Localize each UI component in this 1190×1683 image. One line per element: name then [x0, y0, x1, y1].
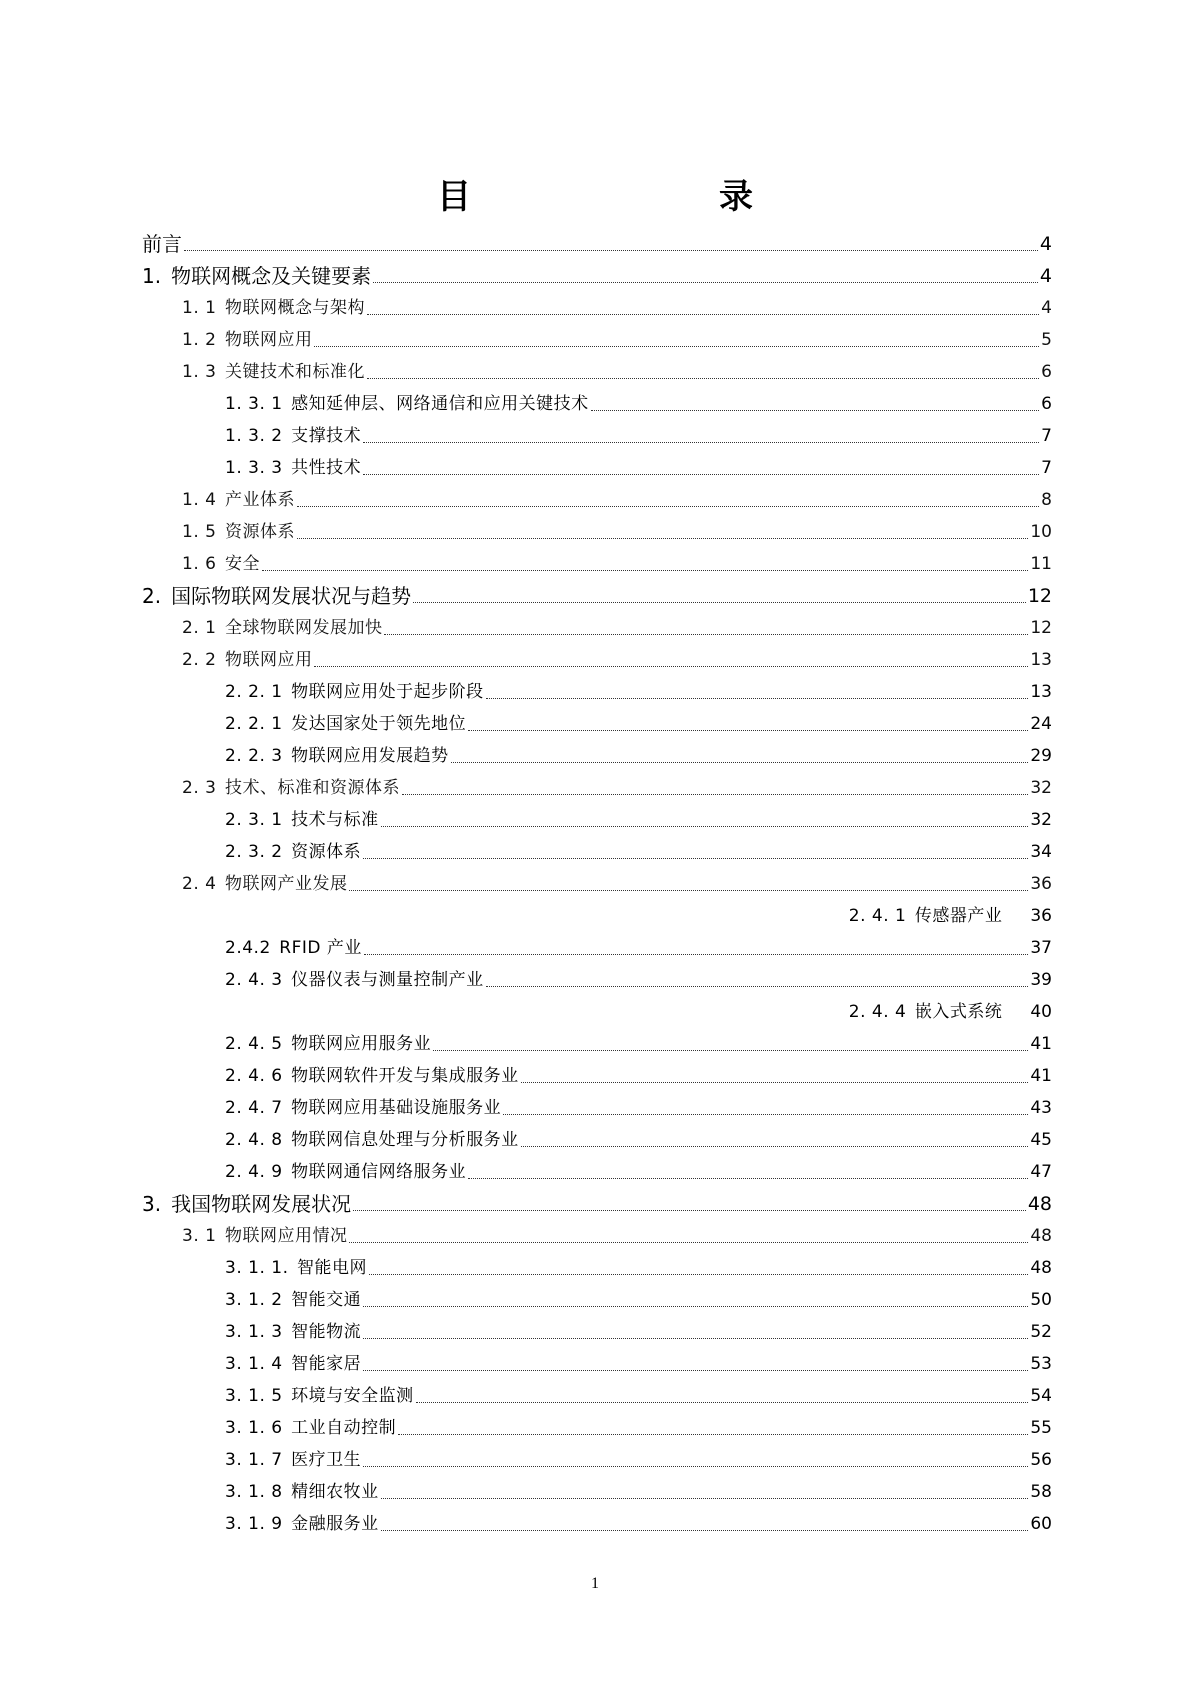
toc-entry[interactable] — [142, 449, 1052, 481]
toc-entry-label — [182, 775, 400, 801]
toc-entry-number: 2. 2. 1 — [225, 714, 283, 734]
toc-entry-label — [225, 1479, 379, 1505]
toc-entry-label — [142, 583, 411, 609]
toc-entry-label — [225, 423, 361, 449]
toc-dot-leader — [413, 602, 1026, 603]
toc-entry-text: 环境与安全监测 — [291, 1386, 414, 1406]
toc-entry-number: 2. 4 — [182, 874, 217, 894]
toc-entry-label — [225, 743, 449, 769]
toc-entry-number: 3. — [142, 1192, 162, 1216]
toc-entry-label — [225, 1511, 379, 1537]
toc-entry-text: 智能交通 — [291, 1290, 362, 1310]
toc-entry-label — [182, 519, 295, 545]
toc-dot-leader — [381, 826, 1029, 827]
toc-entry-text: 感知延伸层、网络通信和应用关键技术 — [291, 394, 589, 414]
toc-entry-page: 6 — [1041, 362, 1052, 382]
toc-entry-label — [182, 487, 295, 513]
toc-entry[interactable] — [142, 1345, 1052, 1377]
toc-entry[interactable] — [142, 1089, 1052, 1121]
toc-dot-leader — [468, 1178, 1028, 1179]
toc-entry-number: 2. 2. 1 — [225, 682, 283, 702]
toc-entry-number: 2. 4. 8 — [225, 1130, 283, 1150]
toc-entry-number: 2. 1 — [182, 618, 217, 638]
toc-entry[interactable] — [142, 417, 1052, 449]
toc-entry-page: 56 — [1030, 1450, 1052, 1470]
toc-dot-leader — [451, 762, 1029, 763]
toc-entry-page: 8 — [1041, 490, 1052, 510]
toc-entry-page: 39 — [1030, 970, 1052, 990]
toc-entry-page: 32 — [1030, 810, 1052, 830]
toc-entry-label — [225, 455, 361, 481]
toc-dot-leader — [468, 730, 1028, 731]
toc-entry-text: 产业体系 — [224, 490, 295, 510]
toc-entry-label — [849, 903, 1003, 929]
toc-entry[interactable] — [142, 929, 1052, 961]
toc-dot-leader — [486, 986, 1029, 987]
toc-dot-leader — [402, 794, 1028, 795]
toc-dot-leader — [364, 954, 1028, 955]
toc-entry[interactable] — [142, 1377, 1052, 1409]
toc-entry-text: 物联网应用服务业 — [291, 1034, 432, 1054]
toc-entry-label — [225, 807, 379, 833]
toc-entry-page: 48 — [1027, 1193, 1052, 1215]
toc-entry-label — [225, 1287, 361, 1313]
toc-entry-text: 物联网应用发展趋势 — [291, 746, 449, 766]
toc-entry-label — [225, 1095, 501, 1121]
toc-entry-page: 32 — [1030, 778, 1052, 798]
toc-entry-page: 48 — [1030, 1258, 1052, 1278]
toc-entry-number: 3. 1. 3 — [225, 1322, 283, 1342]
toc-entry-number: 1. 3. 3 — [225, 458, 283, 478]
toc-entry-number: 3. 1. 4 — [225, 1354, 283, 1374]
toc-entry-number: 1. 5 — [182, 522, 217, 542]
toc-entry[interactable] — [142, 1313, 1052, 1345]
toc-entry-number: 3. 1 — [182, 1226, 217, 1246]
toc-entry-label — [182, 1223, 347, 1249]
toc-entry[interactable] — [142, 481, 1052, 513]
toc-entry-text: 技术与标准 — [291, 810, 379, 830]
toc-dot-leader — [262, 570, 1028, 571]
toc-entry-text: 关键技术和标准化 — [224, 362, 365, 382]
toc-dot-leader — [353, 1210, 1026, 1211]
toc-entry-text: 我国物联网发展状况 — [171, 1192, 352, 1216]
toc-entry-number: 1. 3. 1 — [225, 394, 283, 414]
toc-entry-page: 34 — [1030, 842, 1052, 862]
toc-entry-label — [225, 1319, 361, 1345]
toc-dot-leader — [297, 538, 1028, 539]
toc-entry[interactable] — [142, 1185, 1052, 1217]
toc-entry-page: 54 — [1030, 1386, 1052, 1406]
toc-entry-number: 2. 4. 4 — [848, 1002, 907, 1022]
toc-entry-page: 5 — [1041, 330, 1052, 350]
toc-entry-label — [225, 1383, 414, 1409]
toc-dot-leader — [367, 378, 1039, 379]
toc-entry-page: 47 — [1030, 1162, 1052, 1182]
toc-entry-text: 物联网应用 — [224, 330, 313, 350]
toc-entry-text: 国际物联网发展状况与趋势 — [171, 584, 412, 608]
toc-dot-leader — [314, 346, 1039, 347]
toc-entry-label — [225, 1351, 361, 1377]
toc-entry-page: 53 — [1030, 1354, 1052, 1374]
toc-entry-page: 40 — [1030, 1002, 1052, 1022]
toc-entry[interactable] — [142, 1409, 1052, 1441]
toc-entry-text: 精细农牧业 — [291, 1482, 379, 1502]
toc-entry-number: 2. 2. 3 — [225, 746, 283, 766]
toc-entry-text: 物联网信息处理与分析服务业 — [291, 1130, 519, 1150]
toc-entry-number: 2.4.2 — [225, 938, 271, 958]
toc-entry-label — [142, 231, 182, 257]
toc-dot-leader — [349, 1242, 1028, 1243]
toc-entry-label — [225, 839, 361, 865]
toc-entry-number: 1. 3 — [182, 362, 217, 382]
toc-entry-label — [225, 935, 362, 961]
toc-entry-page: 12 — [1030, 618, 1052, 638]
toc-entry[interactable] — [142, 673, 1052, 705]
toc-entry[interactable] — [142, 641, 1052, 673]
toc-entry-label — [142, 1191, 351, 1217]
toc-entry-page: 4 — [1041, 298, 1052, 318]
toc-entry-text: 智能电网 — [296, 1258, 367, 1278]
toc-entry[interactable] — [142, 385, 1052, 417]
toc-entry-page: 4 — [1039, 265, 1052, 287]
toc-dot-leader — [363, 474, 1039, 475]
toc-entry-text: 全球物联网发展加快 — [224, 618, 383, 638]
toc-entry[interactable] — [142, 513, 1052, 545]
toc-dot-leader — [381, 1498, 1029, 1499]
toc-entry[interactable] — [142, 1505, 1052, 1537]
toc-entry-text: 医疗卫生 — [291, 1450, 362, 1470]
toc-entry[interactable] — [142, 1057, 1052, 1089]
toc-entry[interactable] — [142, 897, 1052, 929]
toc-entry-label — [182, 327, 312, 353]
toc-entry-number: 2. 3. 2 — [225, 842, 283, 862]
toc-dot-leader — [398, 1434, 1028, 1435]
toc-entry-text: 技术、标准和资源体系 — [224, 778, 400, 798]
toc-entry-text: 物联网应用基础设施服务业 — [291, 1098, 502, 1118]
toc-entry-text: 资源体系 — [224, 522, 295, 542]
toc-entry-text: 工业自动控制 — [291, 1418, 397, 1438]
toc-entry-number: 1. 6 — [182, 554, 217, 574]
toc-entry-number: 3. 1. 8 — [225, 1482, 283, 1502]
toc-entry-page: 10 — [1030, 522, 1052, 542]
toc-entry-page: 43 — [1030, 1098, 1052, 1118]
toc-dot-leader — [363, 442, 1039, 443]
toc-entry[interactable] — [142, 705, 1052, 737]
toc-entry-page: 36 — [1030, 874, 1052, 894]
toc-entry-page: 7 — [1041, 458, 1052, 478]
toc-dot-leader — [363, 1466, 1028, 1467]
toc-entry-number: 2. 4. 1 — [848, 906, 907, 926]
toc-entry[interactable] — [142, 801, 1052, 833]
toc-dot-leader — [363, 1338, 1028, 1339]
toc-entry-number: 3. 1. 2 — [225, 1290, 283, 1310]
toc-entry[interactable] — [142, 1281, 1052, 1313]
toc-dot-leader — [369, 1274, 1028, 1275]
toc-entry-page: 12 — [1027, 585, 1052, 607]
toc-entry-page: 7 — [1041, 426, 1052, 446]
toc-entry-text: 物联网概念及关键要素 — [171, 264, 372, 288]
toc-entry-text: 发达国家处于领先地位 — [291, 714, 467, 734]
table-of-contents — [142, 225, 1052, 1537]
toc-entry[interactable] — [142, 961, 1052, 993]
toc-entry[interactable] — [142, 1025, 1052, 1057]
toc-entry-page: 24 — [1030, 714, 1052, 734]
toc-entry-page: 13 — [1030, 650, 1052, 670]
toc-entry[interactable] — [142, 1217, 1052, 1249]
toc-entry[interactable] — [142, 865, 1052, 897]
toc-entry-page: 36 — [1030, 906, 1052, 926]
toc-entry[interactable] — [142, 1441, 1052, 1473]
toc-entry-label — [182, 295, 365, 321]
toc-entry-label — [225, 1063, 519, 1089]
toc-entry-label — [182, 871, 347, 897]
toc-entry-text: 物联网应用情况 — [224, 1226, 348, 1246]
toc-entry-text: 仪器仪表与测量控制产业 — [291, 970, 484, 990]
toc-entry[interactable] — [142, 321, 1052, 353]
toc-entry[interactable] — [142, 1153, 1052, 1185]
toc-entry-text: 传感器产业 — [914, 906, 1003, 926]
toc-entry[interactable] — [142, 609, 1052, 641]
toc-entry-number: 2. — [142, 584, 162, 608]
toc-entry-number: 3. 1. 1. — [225, 1258, 289, 1278]
toc-entry-text: 安全 — [224, 554, 260, 574]
toc-entry-page: 55 — [1030, 1418, 1052, 1438]
toc-dot-leader — [349, 890, 1028, 891]
toc-entry-number: 3. 1. 9 — [225, 1514, 283, 1534]
toc-entry-number: 2. 4. 5 — [225, 1034, 283, 1054]
toc-entry-label — [142, 263, 371, 289]
toc-entry[interactable] — [142, 833, 1052, 865]
toc-entry-text: 前言 — [142, 232, 182, 256]
toc-entry-number: 2. 2 — [182, 650, 217, 670]
toc-dot-leader — [297, 506, 1039, 507]
toc-entry-page: 45 — [1030, 1130, 1052, 1150]
toc-entry-page: 52 — [1030, 1322, 1052, 1342]
toc-dot-leader — [521, 1146, 1029, 1147]
toc-entry-page: 13 — [1030, 682, 1052, 702]
toc-entry-number: 1. — [142, 264, 162, 288]
toc-entry-page: 58 — [1030, 1482, 1052, 1502]
toc-entry-number: 2. 4. 6 — [225, 1066, 283, 1086]
toc-entry-page: 11 — [1030, 554, 1052, 574]
toc-dot-leader — [381, 1530, 1029, 1531]
toc-entry-text: RFID 产业 — [279, 938, 362, 958]
toc-entry-number: 2. 4. 3 — [225, 970, 283, 990]
toc-entry-number: 3. 1. 5 — [225, 1386, 283, 1406]
toc-entry-text: 金融服务业 — [291, 1514, 379, 1534]
toc-entry-text: 支撑技术 — [291, 426, 362, 446]
toc-dot-leader — [314, 666, 1028, 667]
toc-entry[interactable] — [142, 737, 1052, 769]
toc-entry[interactable] — [142, 545, 1052, 577]
toc-entry-label — [225, 1031, 431, 1057]
toc-dot-leader — [521, 1082, 1029, 1083]
toc-entry-label — [182, 551, 260, 577]
toc-entry[interactable] — [142, 225, 1052, 257]
toc-entry[interactable] — [142, 1473, 1052, 1505]
toc-entry-label — [182, 359, 365, 385]
toc-entry-label — [225, 391, 589, 417]
page-number: 1 — [591, 1575, 599, 1592]
toc-entry-text: 物联网软件开发与集成服务业 — [291, 1066, 519, 1086]
toc-entry-page: 4 — [1039, 233, 1052, 255]
toc-dot-leader — [367, 314, 1039, 315]
page-title: 目 录 — [437, 176, 813, 217]
toc-entry-page: 29 — [1030, 746, 1052, 766]
toc-entry-label — [849, 999, 1003, 1025]
toc-dot-leader — [486, 698, 1029, 699]
toc-dot-leader — [363, 858, 1028, 859]
toc-entry[interactable] — [142, 577, 1052, 609]
toc-entry-label — [225, 1447, 361, 1473]
toc-entry-page: 41 — [1030, 1034, 1052, 1054]
toc-entry-text: 物联网概念与架构 — [224, 298, 365, 318]
toc-entry-page: 48 — [1030, 1226, 1052, 1246]
toc-entry-label — [182, 647, 312, 673]
toc-entry-label — [225, 711, 466, 737]
toc-entry-text: 资源体系 — [291, 842, 362, 862]
toc-entry-page: 37 — [1030, 938, 1052, 958]
toc-dot-leader — [363, 1370, 1028, 1371]
toc-entry[interactable] — [142, 289, 1052, 321]
toc-entry-label — [225, 967, 484, 993]
toc-entry-text: 共性技术 — [291, 458, 362, 478]
toc-entry-number: 3. 1. 7 — [225, 1450, 283, 1470]
toc-entry[interactable] — [142, 257, 1052, 289]
toc-dot-leader — [503, 1114, 1028, 1115]
toc-entry-label — [182, 615, 382, 641]
toc-dot-leader — [416, 1402, 1029, 1403]
toc-dot-leader — [184, 250, 1038, 251]
toc-entry-number: 1. 1 — [182, 298, 217, 318]
toc-entry-number: 2. 4. 9 — [225, 1162, 283, 1182]
toc-entry-text: 物联网产业发展 — [224, 874, 348, 894]
toc-entry-page: 60 — [1030, 1514, 1052, 1534]
toc-entry-text: 智能物流 — [291, 1322, 362, 1342]
toc-entry[interactable] — [142, 993, 1052, 1025]
toc-entry[interactable] — [142, 1121, 1052, 1153]
toc-entry-number: 1. 3. 2 — [225, 426, 283, 446]
toc-entry-page: 41 — [1030, 1066, 1052, 1086]
toc-entry-number: 1. 2 — [182, 330, 217, 350]
toc-entry-label — [225, 1159, 466, 1185]
toc-dot-leader — [591, 410, 1040, 411]
toc-entry-text: 智能家居 — [291, 1354, 362, 1374]
toc-entry-label — [225, 1255, 367, 1281]
toc-entry-text: 嵌入式系统 — [914, 1002, 1003, 1022]
toc-entry-text: 物联网应用处于起步阶段 — [291, 682, 484, 702]
toc-dot-leader — [433, 1050, 1028, 1051]
toc-entry[interactable] — [142, 353, 1052, 385]
toc-entry-number: 2. 3 — [182, 778, 217, 798]
toc-entry-page: 6 — [1041, 394, 1052, 414]
toc-entry-number: 1. 4 — [182, 490, 217, 510]
toc-entry-text: 物联网通信网络服务业 — [291, 1162, 467, 1182]
toc-entry-page: 50 — [1030, 1290, 1052, 1310]
toc-entry[interactable] — [142, 1249, 1052, 1281]
toc-entry-label — [225, 1415, 396, 1441]
toc-dot-leader — [363, 1306, 1028, 1307]
toc-entry-text: 物联网应用 — [224, 650, 313, 670]
toc-entry-number: 2. 4. 7 — [225, 1098, 283, 1118]
toc-dot-leader — [373, 282, 1038, 283]
toc-entry[interactable] — [142, 769, 1052, 801]
toc-entry-label — [225, 679, 484, 705]
toc-entry-number: 2. 3. 1 — [225, 810, 283, 830]
toc-dot-leader — [384, 634, 1028, 635]
toc-entry-label — [225, 1127, 519, 1153]
toc-entry-number: 3. 1. 6 — [225, 1418, 283, 1438]
